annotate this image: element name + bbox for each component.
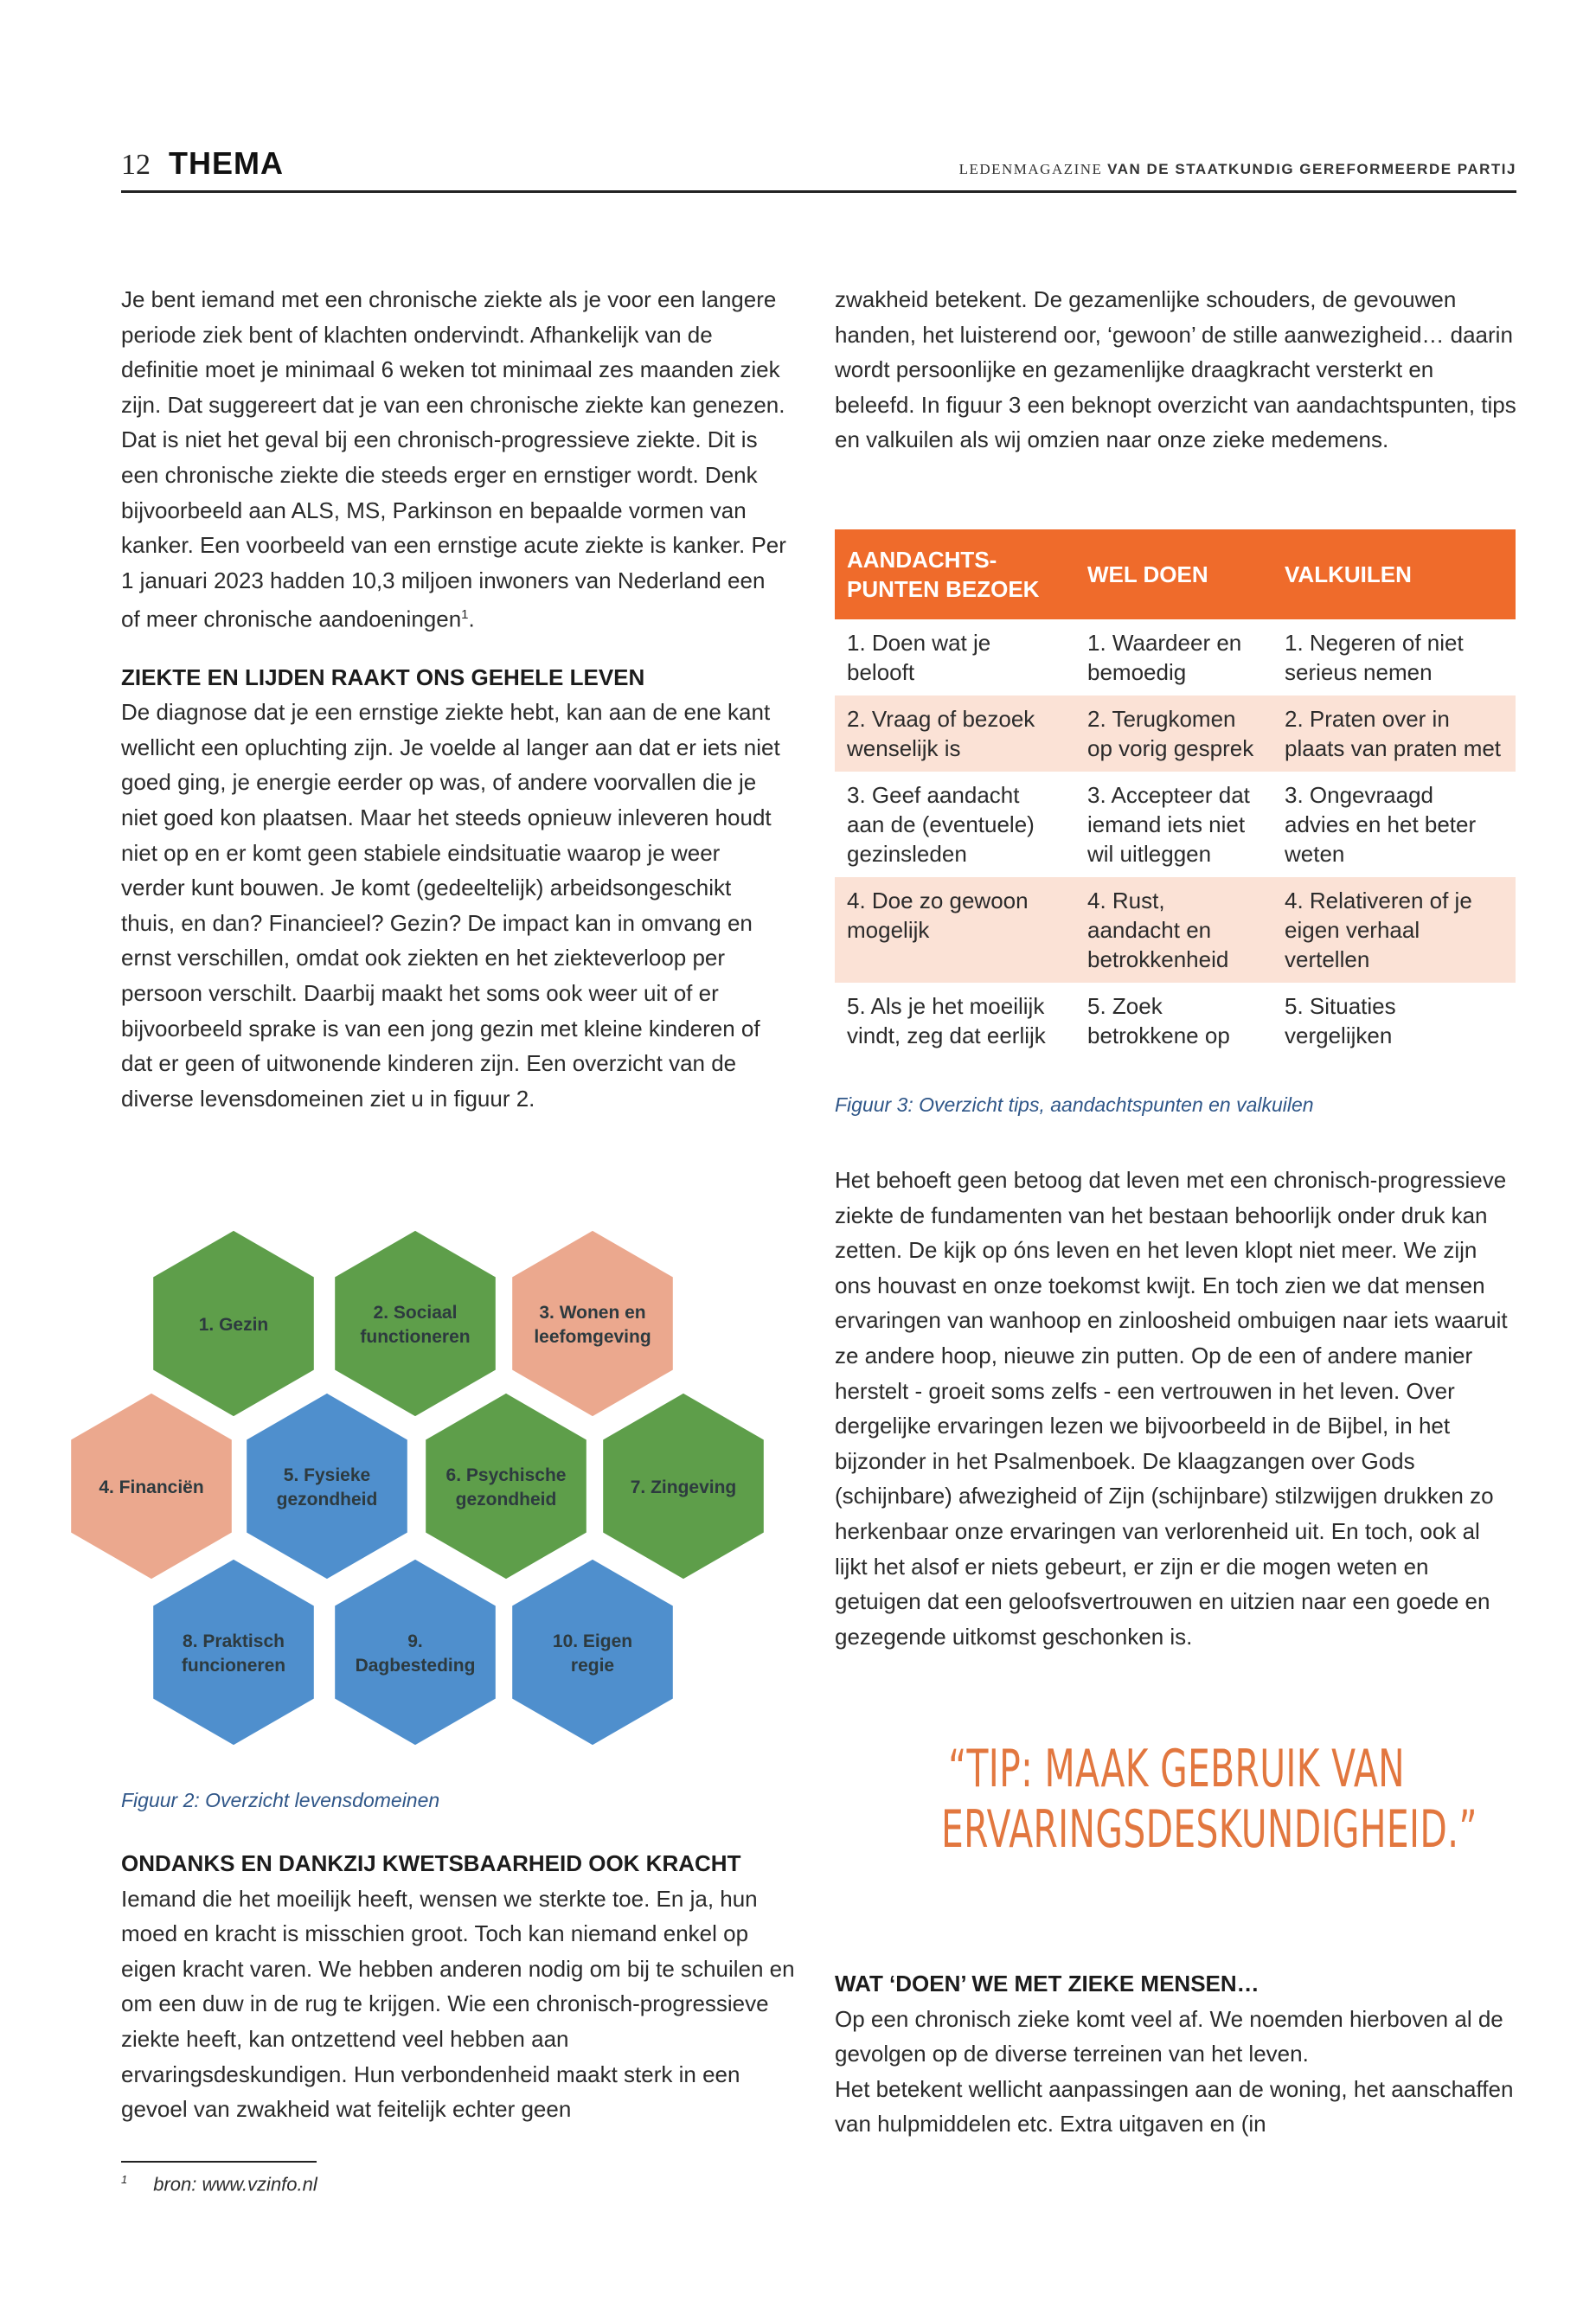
table-cell: 5. Als je het moeilijk vindt, zeg dat eerlijk [847, 993, 1046, 1048]
table-cell: 1. Doen wat je belooft [847, 630, 991, 685]
hexagon-label: 1. Gezin [198, 1315, 269, 1335]
paragraph-doen-1: Op een chronisch zieke komt veel af. We noemden hierboven al de gevolgen op de diverse terreinen van het leven. [835, 2005, 1503, 2067]
footnote-text: bron: www.vzinfo.nl [153, 2173, 317, 2195]
intro-text-end: . [468, 606, 475, 632]
hexagon-label: 3. Wonen en [539, 1303, 646, 1323]
right-column-mid-text: Het behoeft geen betoog dat leven met een chronisch-progressieve ziekte de fundamenten van het bestaan behoorlijk onder druk kan zetten. De kijk op óns leven en het leven klopt niet meer. We zijn ons houvast en onze toekomst kwijt. En toch zien we dat mensen ervaringen van wanhoop en zinloosheid ombuigen naar iets waaruit ze andere hoop, nieuwe zin putten. Op de een of andere manier herstelt - groeit soms zelfs - een vertrouwen in het leven. Over dergelijke ervaringen lezen we bijvoorbeeld in de Bijbel, in het bijzonder in het Psalmenboek. De klaagzangen over Gods (schijnbare) afwezigheid of Zijn (schijnbare) stilzwijgen drukken zo herkenbaar onze ervaringen van verlorenheid uit. En toch, ook al lijkt het alsof er niets gebeurt, er zijn er die mogen weten en getuigen dat een geloofsvertrouwen en uitzien naar een goede en gezegende uitkomst geschonken is. [835, 1167, 1508, 1650]
table-header-row [835, 529, 1516, 619]
table-row [835, 772, 1516, 877]
magazine-name [959, 161, 1516, 178]
hexagon-label: 6. Psychische [445, 1465, 567, 1485]
section-title: THEMA [169, 145, 284, 181]
table-cell: 2. Terugkomen op vorig gesprek [1075, 695, 1272, 772]
figure2-caption: Figuur 2: Overzicht levensdomeinen [121, 1789, 440, 1811]
hexagon-3 [510, 1228, 676, 1419]
hexagon-label: Dagbesteding [355, 1656, 476, 1676]
hexagon-5 [245, 1391, 410, 1581]
table-header-valkuilen: VALKUILEN [1272, 529, 1516, 619]
footnote [121, 2173, 317, 2195]
heading-ziekte: ZIEKTE EN LIJDEN RAAKT ONS GEHELE LEVEN [121, 663, 645, 690]
table-header-aandachtspunten: AANDACHTS-PUNTEN BEZOEK [835, 529, 1075, 619]
table-cell: 4. Doe zo gewoon mogelijk [835, 877, 1075, 983]
hexagon-6 [424, 1391, 589, 1581]
hexagon-label: gezondheid [455, 1490, 557, 1509]
table-row [835, 619, 1516, 695]
table-row [835, 983, 1516, 1059]
heading-kracht: ONDANKS EN DANKZIJ KWETSBAARHEID OOK KRACHT [121, 1850, 741, 1876]
table-cell: 1. Waardeer en bemoedig [1087, 630, 1242, 685]
hexagon-label: 7. Zingeving [630, 1477, 737, 1497]
tips-table [835, 529, 1516, 1059]
hexagon-label: 10. Eigen [552, 1631, 633, 1651]
table-row [835, 695, 1516, 772]
table-cell: 3. Accepteer dat iemand iets niet wil uitleggen [1087, 782, 1250, 867]
hexagon-label: leefomgeving [534, 1327, 651, 1347]
paragraph-ziekte: De diagnose dat je een ernstige ziekte hebt, kan aan de ene kant wellicht een opluchting zijn. Je voelde al langer aan dat er iets niet goed ging, je energie eerder op was, of andere voorvallen die je niet goed kon plaatsen. Maar het steeds opnieuw inleveren houdt niet op en er komt geen stabiele eindsituatie waarop je weer verder kunt bouwen. Je komt (gedeeltelijk) arbeidsongeschikt thuis, en dan? Financieel? Gezin? De impact kan in omvang en ernst verschillen, omdat ook ziekten en het ziekteverloop per persoon verschilt. Daarbij maakt het soms ook weer uit of er bijvoorbeeld sprake is van een jong gezin met kleine kinderen of dat er geen of uitwonende kinderen zijn. Een overzicht van de diverse levensdomeinen ziet u in figuur 2. [121, 699, 780, 1112]
levensdomeinen-figure [0, 0, 779, 1782]
table-cell: 5. Situaties vergelijken [1285, 993, 1396, 1048]
hexagon-9 [333, 1557, 498, 1747]
table-cell: 3. Geef aandacht aan de (eventuele) gezinsleden [847, 782, 1035, 867]
right-column-bottom-text [835, 1966, 1518, 2142]
footnote-number: 1 [121, 2173, 128, 2186]
heading-doen: WAT ‘DOEN’ WE MET ZIEKE MENSEN… [835, 1971, 1259, 1997]
paragraph-doen-2: Het betekent wellicht aanpassingen aan de woning, het aanschaffen van hulpmiddelen etc. Extra uitgaven en (in [835, 2075, 1514, 2138]
hexagon-label: 9. [407, 1631, 423, 1651]
hexagon-label: 8. Praktisch [183, 1631, 285, 1651]
hexagon-2 [333, 1228, 498, 1419]
hexagon-label: 2. Sociaal [373, 1303, 458, 1323]
table-header-wel-doen: WEL DOEN [1075, 529, 1272, 619]
footnote-rule [121, 2161, 317, 2163]
table-cell: 4. Relativeren of je eigen verhaal vertellen [1272, 877, 1516, 983]
right-column-top-text: zwakheid betekent. De gezamenlijke schouders, de gevouwen handen, het luisterend oor, ‘gewoon’ de stille aanwezigheid… daarin wordt persoonlijke en gezamenlijke draagkracht versterkt en beleefd. In figuur 3 een beknopt overzicht van aandachtspunten, tips en valkuilen als wij omzien naar onze zieke medemens. [835, 286, 1516, 453]
footnote-ref: 1 [461, 607, 469, 623]
pull-quote: “TIP: MAAK GEBRUIK VAN ERVARINGSDESKUNDIGHEID.” [941, 1739, 1477, 1860]
hexagon-label: regie [570, 1656, 615, 1676]
hexagon-label: functioneren [360, 1327, 471, 1347]
hexagon-label: funcioneren [181, 1656, 286, 1676]
table-cell: 2. Praten over in plaats van praten met [1272, 695, 1516, 772]
hexagon-8 [151, 1557, 317, 1747]
table-cell: 1. Negeren of niet serieus nemen [1285, 630, 1464, 685]
table-cell: 2. Vraag of bezoek wenselijk is [835, 695, 1075, 772]
hexagon-10 [510, 1557, 676, 1747]
table-cell: 4. Rust, aandacht en betrokkenheid [1075, 877, 1272, 983]
table-cell: 3. Ongevraagd advies en het beter weten [1285, 782, 1477, 867]
left-column-bottom-text [121, 1846, 796, 2127]
magazine-name-light: LEDENMAGAZINE [958, 161, 1108, 177]
hexagon-label: 5. Fysieke [283, 1465, 371, 1485]
figure3-caption: Figuur 3: Overzicht tips, aandachtspunten en valkuilen [835, 1093, 1314, 1116]
hexagon-label: gezondheid [276, 1490, 378, 1509]
hexagon-label: 4. Financiën [99, 1477, 204, 1497]
table-cell: 5. Zoek betrokkene op [1087, 993, 1230, 1048]
intro-text: Je bent iemand met een chronische ziekte als je voor een langere periode ziek bent of klachten ondervindt. Afhankelijk van de definitie moet je minimaal 6 weken tot minimaal zes maanden ziek zijn. Dat suggereert dat je van een chronische ziekte kan genezen. Dat is niet het geval bij een chronisch-progressieve ziekte. Dit is een chronische ziekte die steeds erger en ernstiger wordt. Denk bijvoorbeeld aan ALS, MS, Parkinson en bepaalde vormen van kanker. Een voorbeeld van een ernstige acute ziekte is kanker. Per 1 januari 2023 hadden 10,3 miljoen inwoners van Nederland een of meer chronische aandoeningen [121, 286, 786, 632]
paragraph-kracht: Iemand die het moeilijk heeft, wensen we sterkte toe. En ja, hun moed en kracht is misschien groot. Toch kan niemand enkel op eigen kracht varen. We hebben anderen nodig om bij te schuilen en om een duw in de rug te krijgen. Wie een chronisch-progressieve ziekte heeft, kan ontzettend veel hebben aan ervaringsdeskundigen. Hun verbondenheid maakt sterk in een gevoel van zwakheid wat feitelijk echter geen [121, 1885, 795, 2123]
table-row [835, 877, 1516, 983]
magazine-name-bold: VAN DE STAATKUNDIG GEREFORMEERDE PARTIJ [1107, 161, 1516, 177]
page-number: 12 [121, 149, 151, 181]
